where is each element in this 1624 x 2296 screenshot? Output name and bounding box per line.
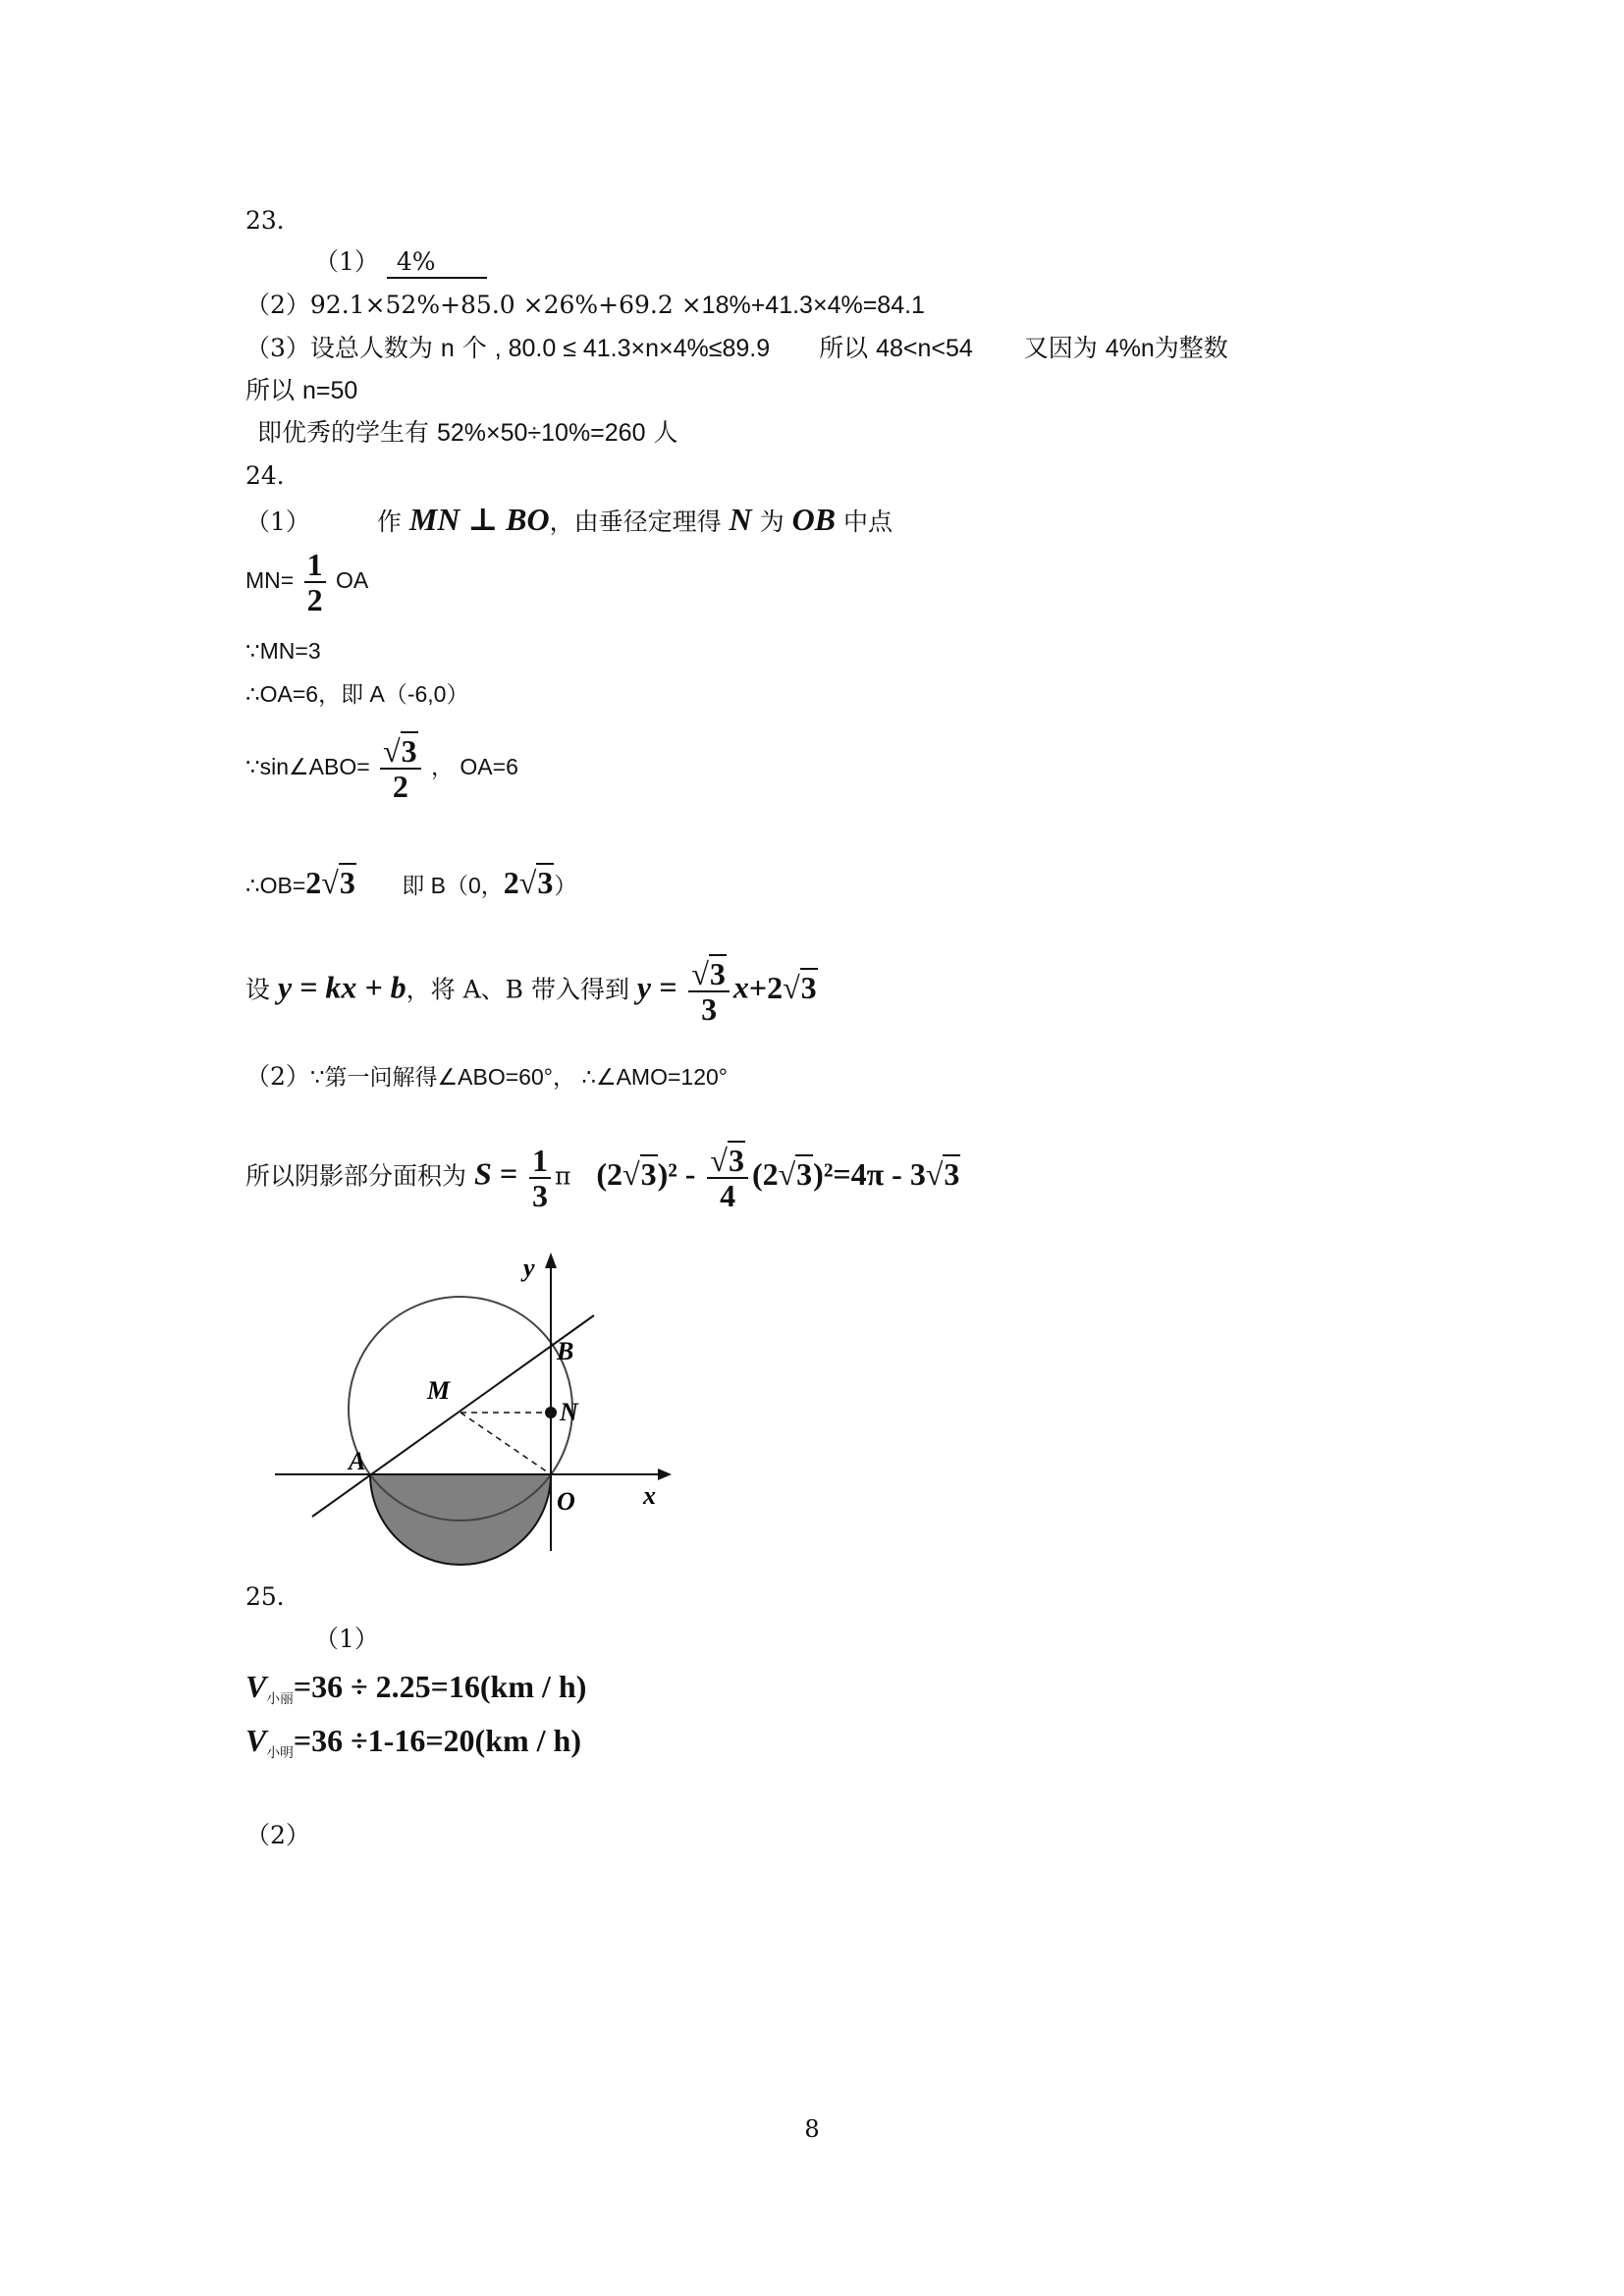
q24-part1-label: （1）	[245, 507, 310, 536]
q23-part3-int-expr: 4%n	[1105, 335, 1155, 362]
q25-v1-symbol: V	[245, 1669, 267, 1704]
q24-part1	[245, 502, 893, 537]
q24-number: 24．	[245, 461, 301, 490]
label-x: x	[643, 1481, 656, 1510]
y-axis-arrow	[545, 1253, 557, 1268]
q24-mn-denominator: 2	[306, 582, 323, 617]
q25-v1-subscript: 小丽	[266, 1691, 294, 1707]
q23-part3-n: n	[440, 335, 455, 362]
q24-area-fraction2	[707, 1144, 748, 1212]
point-n	[545, 1407, 557, 1418]
q24-area-pi: π	[554, 1161, 571, 1191]
q24-sin-line	[245, 734, 518, 803]
q24-result-denominator: 3	[701, 991, 718, 1027]
q24-part1-ob: OB	[791, 502, 837, 537]
q23-part3-range: 48<n<54	[876, 335, 973, 362]
label-y: y	[523, 1254, 535, 1282]
q23-part3-unit: 个	[461, 334, 487, 362]
q23-part2	[245, 291, 925, 320]
q24-area-f1-den: 3	[531, 1178, 548, 1213]
q23-excellent	[257, 418, 677, 448]
q23-part1-answer: 4%	[387, 247, 487, 279]
q24-ob-line: ∴OB=2√3 即 B（0，2√3）	[245, 865, 577, 900]
q23-result-label: 所以	[245, 376, 296, 404]
q24-sin-fraction	[380, 734, 421, 803]
q23-part3	[245, 334, 1228, 363]
q24-result-numerator: √3	[688, 957, 730, 992]
q24-area-s: S =	[473, 1155, 517, 1192]
label-m: M	[427, 1376, 451, 1405]
dashed-mo	[460, 1413, 551, 1474]
q24-area-fraction1	[529, 1144, 551, 1212]
q24-sin-rhs: ， OA=6	[431, 754, 518, 780]
q23-number: 23．	[245, 206, 301, 235]
q24-set-equation: y = kx + b	[277, 969, 406, 1005]
q23-part3-because: 又因为	[1023, 334, 1098, 362]
q25-v1-expr: =36 ÷ 2.25=16(km / h)	[293, 1669, 587, 1704]
q24-part2	[245, 1062, 728, 1092]
q24-set-mid: ，将 A、B 带入得到	[406, 975, 629, 1004]
q23-part3-inequality: , 80.0 ≤ 41.3×n×4%≤89.9	[494, 335, 771, 362]
label-b: B	[557, 1337, 574, 1365]
q24-ob-point-b: 即 B（0，	[402, 873, 504, 898]
q24-therefore-oa: ∴OA=6，即 A（-6,0）	[245, 681, 469, 707]
q24-part2-label: （2）	[245, 1062, 310, 1091]
q23-excellent-expr: 52%×50÷10%=260	[436, 419, 646, 447]
q24-part1-n: N	[729, 502, 752, 537]
q24-set-text: 设	[245, 975, 271, 1004]
q25-v2-subscript: 小明	[266, 1745, 294, 1761]
q24-part1-is: 为	[759, 507, 785, 536]
q24-mn-fraction	[304, 548, 326, 616]
q24-part1-midpoint: 中点	[842, 507, 893, 536]
label-o: O	[557, 1487, 575, 1516]
q23-part3-so: 所以	[819, 334, 869, 362]
q24-sin-numerator: √3	[380, 734, 421, 770]
q23-part3-label: （3）	[245, 334, 310, 362]
q23-part2-expr-b: 18%+41.3×4%=84.1	[701, 292, 925, 319]
q25-v2-expr: =36 ÷1-16=20(km / h)	[293, 1723, 581, 1758]
q24-ob-lhs: ∴OB=	[245, 873, 306, 898]
q24-mn-rhs: OA	[335, 567, 369, 594]
q23-part3-text: 设总人数为	[309, 334, 433, 362]
q24-ob-b-value: 2√3	[503, 865, 554, 900]
q24-sin-lhs: ∵sin∠ABO=	[245, 754, 370, 780]
q25-part2-label: （2）	[245, 1821, 310, 1849]
q23-part1-label: （1）	[314, 247, 379, 276]
q24-sin-denominator: 2	[392, 769, 408, 804]
q24-part2-text: ∵第一问解得∠ABO=60°， ∴∠AMO=120°	[309, 1064, 728, 1090]
q24-area-minus: -	[684, 1155, 696, 1192]
q24-part1-make: 作	[376, 507, 402, 536]
q25-number: 25．	[245, 1582, 301, 1611]
q24-mn-numerator: 1	[304, 548, 326, 583]
q25-v-xiaoming	[245, 1723, 581, 1768]
q24-result-const: +2√3	[748, 969, 817, 1005]
q24-result-x: x	[732, 969, 749, 1005]
q24-area-f2-num: √3	[707, 1144, 748, 1179]
q23-part3-int-text: 为整数	[1154, 334, 1228, 362]
page-number: 8	[804, 2115, 820, 2143]
q24-result-fraction	[688, 957, 730, 1026]
q25-v2-symbol: V	[245, 1723, 267, 1758]
q23-result	[245, 376, 357, 405]
q24-mn-line	[245, 548, 368, 616]
q24-part1-mn-perp-bo: MN ⊥ BO	[408, 502, 550, 537]
q24-area-text: 所以阴影部分面积为	[245, 1161, 467, 1191]
q24-geometry-diagram	[265, 1247, 677, 1571]
q23-part1	[314, 247, 487, 279]
q23-part2-label: （2）	[245, 291, 310, 319]
q24-area-f1-num: 1	[529, 1144, 551, 1179]
q24-result-lhs: y =	[636, 969, 677, 1005]
q24-mn-lhs: MN=	[245, 567, 295, 594]
q24-area-line	[245, 1144, 960, 1212]
q23-excellent-text: 即优秀的学生有	[257, 418, 430, 447]
q23-part2-expr-a: 92.1×52%+85.0 ×26%+69.2 ×	[309, 291, 702, 319]
q24-area-term1: (2√3)²	[596, 1155, 677, 1192]
q24-part1-theorem: ，由垂径定理得	[549, 507, 722, 536]
q24-area-term2: (2√3)²=4π - 3√3	[751, 1155, 960, 1192]
label-a: A	[349, 1447, 366, 1475]
q23-result-value: n=50	[301, 377, 358, 404]
q24-ob-value: 2√3	[305, 865, 355, 900]
q24-because-mn: ∵MN=3	[245, 638, 321, 664]
x-axis-arrow	[658, 1468, 672, 1480]
q25-part1-label: （1）	[314, 1625, 379, 1653]
q24-area-f2-den: 4	[720, 1178, 736, 1213]
q25-v-xiaoli	[245, 1669, 587, 1714]
label-n: N	[560, 1398, 578, 1426]
q23-excellent-unit: 人	[653, 418, 678, 447]
q24-set-line	[245, 957, 818, 1026]
